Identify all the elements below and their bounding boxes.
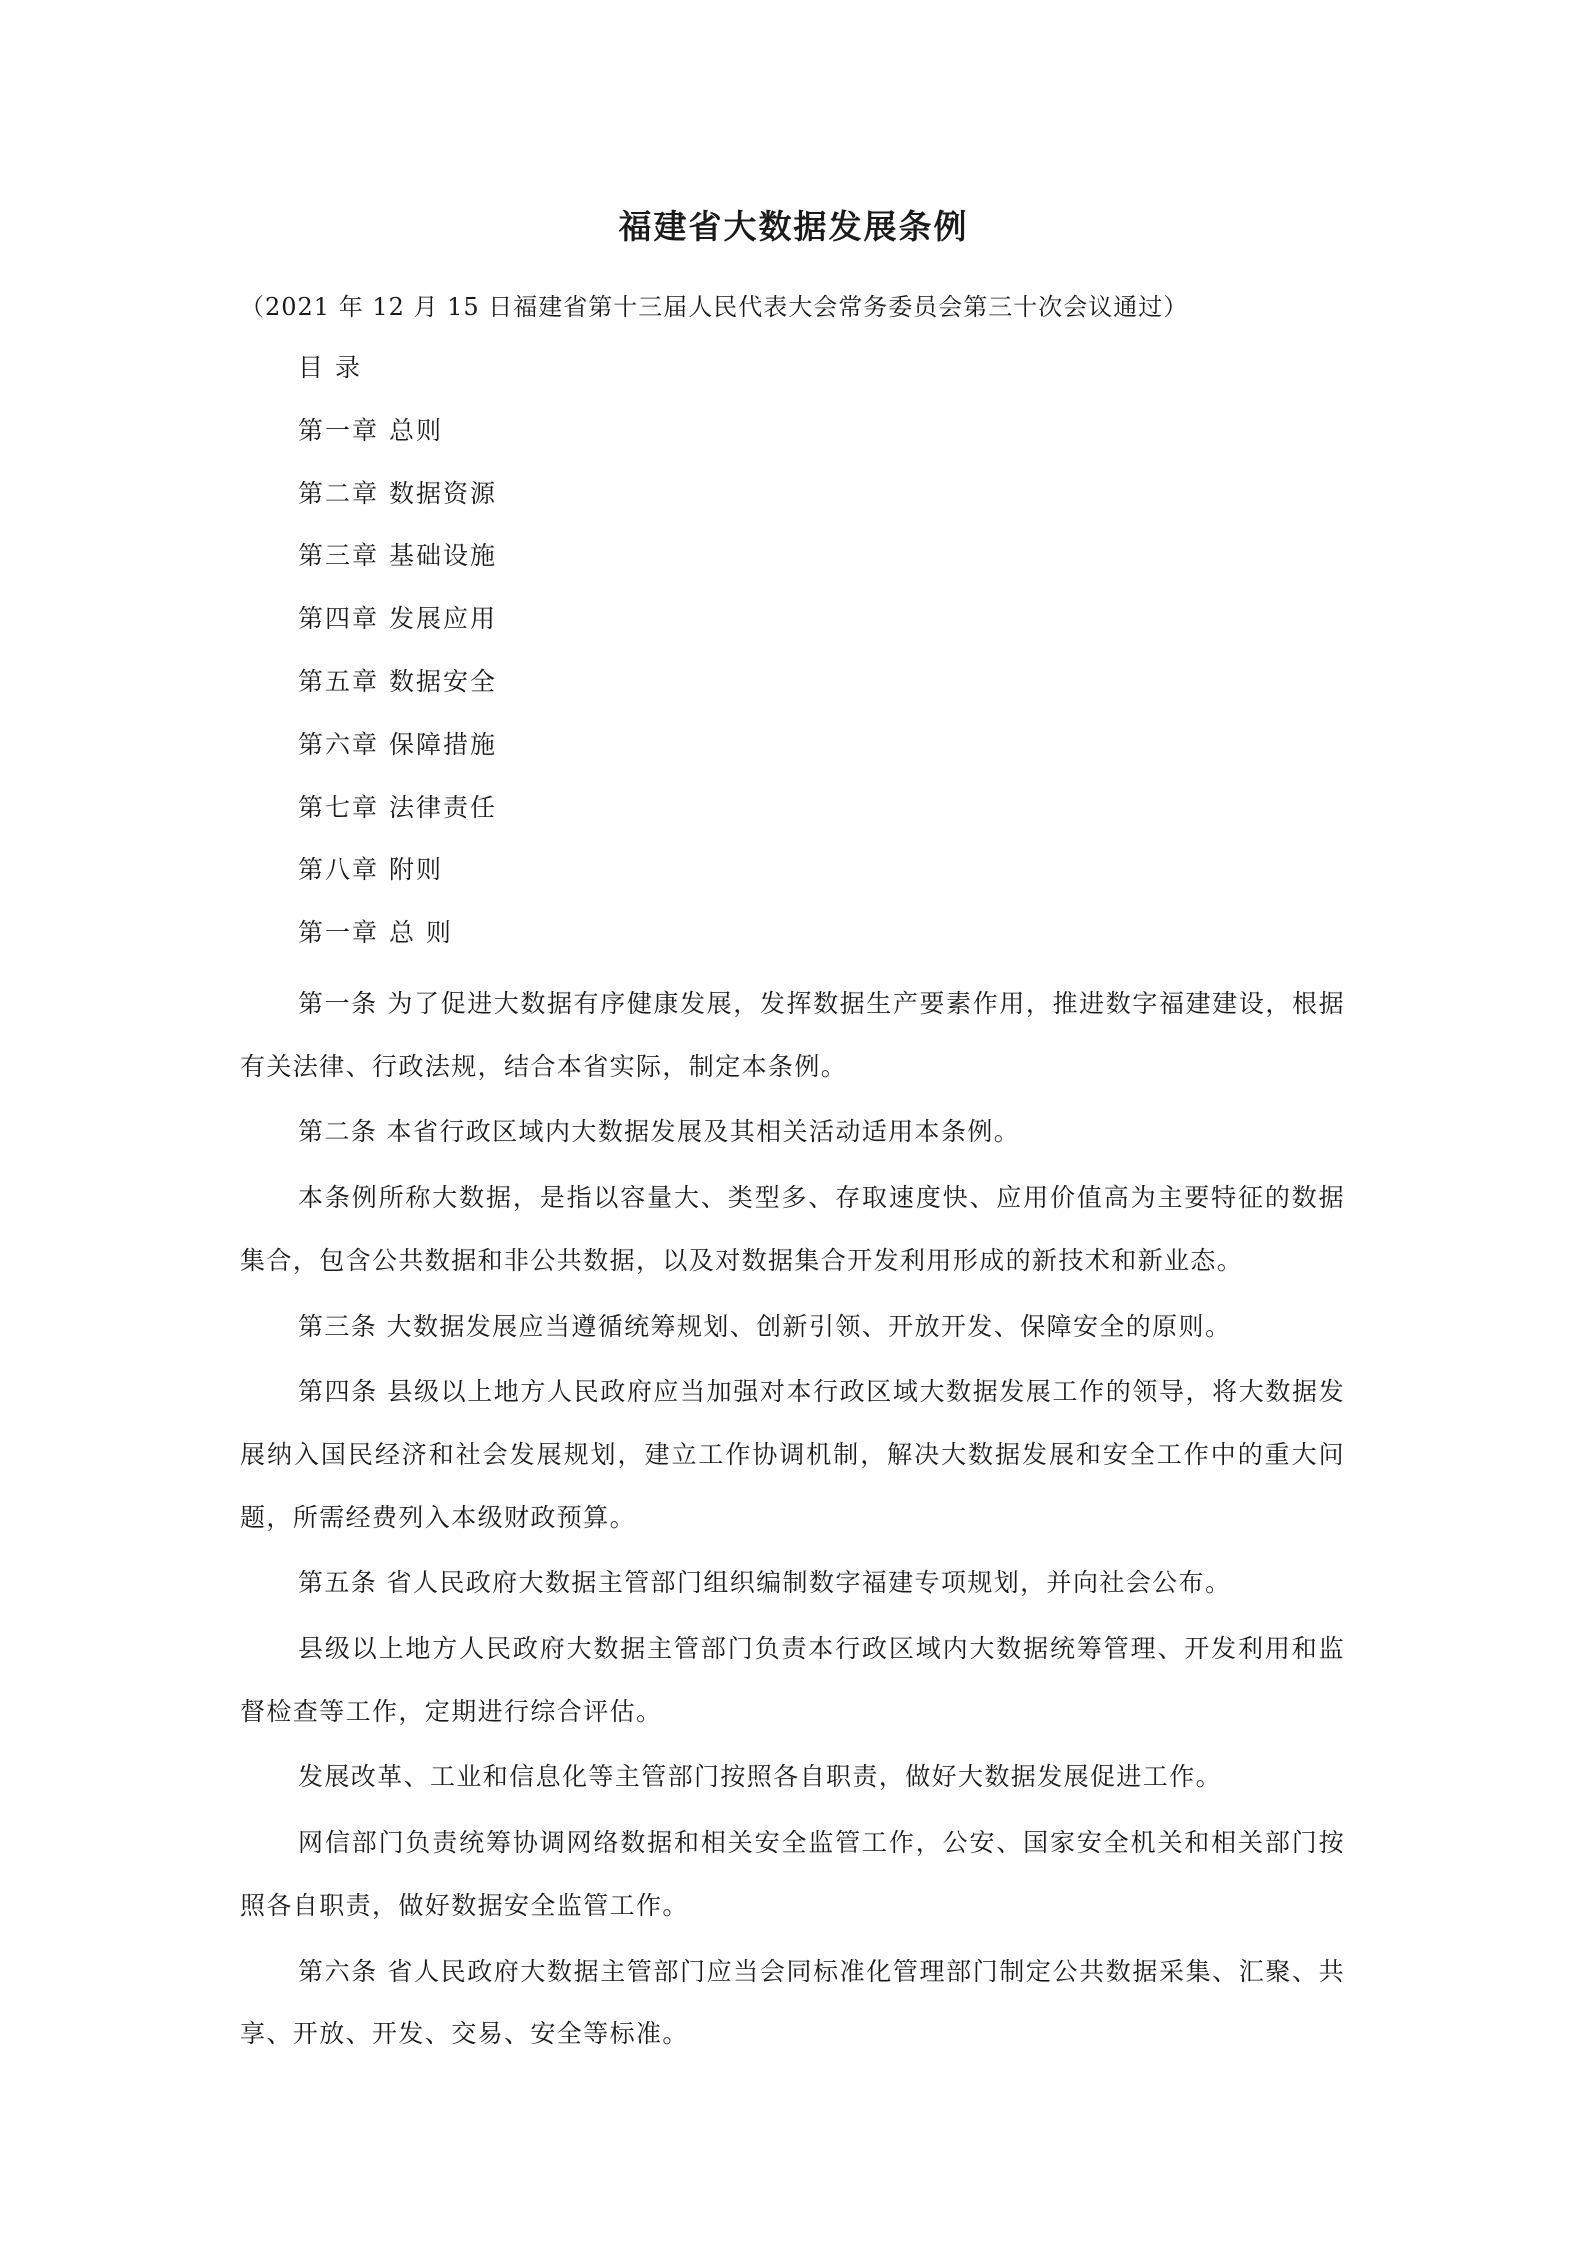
document-title: 福建省大数据发展条例 xyxy=(618,207,969,246)
article-paragraph: 网信部门负责统筹协调网络数据和相关安全监管工作，公安、国家安全机关和相关部门按照各自职责，做好数据安全监管工作。 xyxy=(240,1828,1345,1920)
document-subtitle: （2021 年 12 月 15 日福建省第十三届人民代表大会常务委员会第三十次会议通过） xyxy=(240,293,1189,321)
article-paragraph: 第二条 本省行政区域内大数据发展及其相关活动适用本条例。 xyxy=(298,1117,1021,1147)
toc-item: 第一章 总则 xyxy=(298,415,443,445)
article-paragraph: 发展改革、工业和信息化等主管部门按照各自职责，做好大数据发展促进工作。 xyxy=(298,1762,1223,1792)
toc-item: 第七章 法律责任 xyxy=(298,792,497,822)
article-paragraph: 第三条 大数据发展应当遵循统筹规划、创新引领、开放开发、保障安全的原则。 xyxy=(298,1311,1232,1341)
toc-heading: 目 录 xyxy=(298,353,362,382)
article-paragraph: 第六条 省人民政府大数据主管部门应当会同标准化管理部门制定公共数据采集、汇聚、共享、开放、开发、交易、安全等标准。 xyxy=(240,1956,1345,2049)
chapter-heading: 第一章 总 则 xyxy=(298,918,453,948)
toc-item: 第四章 发展应用 xyxy=(298,604,497,634)
toc-item: 第二章 数据资源 xyxy=(298,478,497,508)
table-of-contents xyxy=(298,348,497,976)
article-paragraph: 第五条 省人民政府大数据主管部门组织编制数字福建专项规划，并向社会公布。 xyxy=(298,1568,1232,1598)
toc-item: 第八章 附则 xyxy=(298,855,443,885)
article-paragraph: 第四条 县级以上地方人民政府应当加强对本行政区域大数据发展工作的领导，将大数据发展纳入国民经济和社会发展规划，建立工作协调机制，解决大数据发展和安全工作中的重大问题，所需经费列入本级财政预算。 xyxy=(240,1377,1345,1532)
toc-item: 第五章 数据安全 xyxy=(298,666,497,696)
toc-item: 第三章 基础设施 xyxy=(298,541,497,571)
document-body xyxy=(240,973,1345,2069)
article-paragraph: 第一条 为了促进大数据有序健康发展，发挥数据生产要素作用，推进数字福建建设，根据有关法律、行政法规，结合本省实际，制定本条例。 xyxy=(240,989,1345,1081)
article-paragraph: 本条例所称大数据，是指以容量大、类型多、存取速度快、应用价值高为主要特征的数据集合，包含公共数据和非公共数据，以及对数据集合开发利用形成的新技术和新业态。 xyxy=(240,1183,1345,1275)
article-paragraph: 县级以上地方人民政府大数据主管部门负责本行政区域内大数据统筹管理、开发利用和监督检查等工作，定期进行综合评估。 xyxy=(240,1634,1345,1726)
toc-item: 第六章 保障措施 xyxy=(298,729,497,759)
